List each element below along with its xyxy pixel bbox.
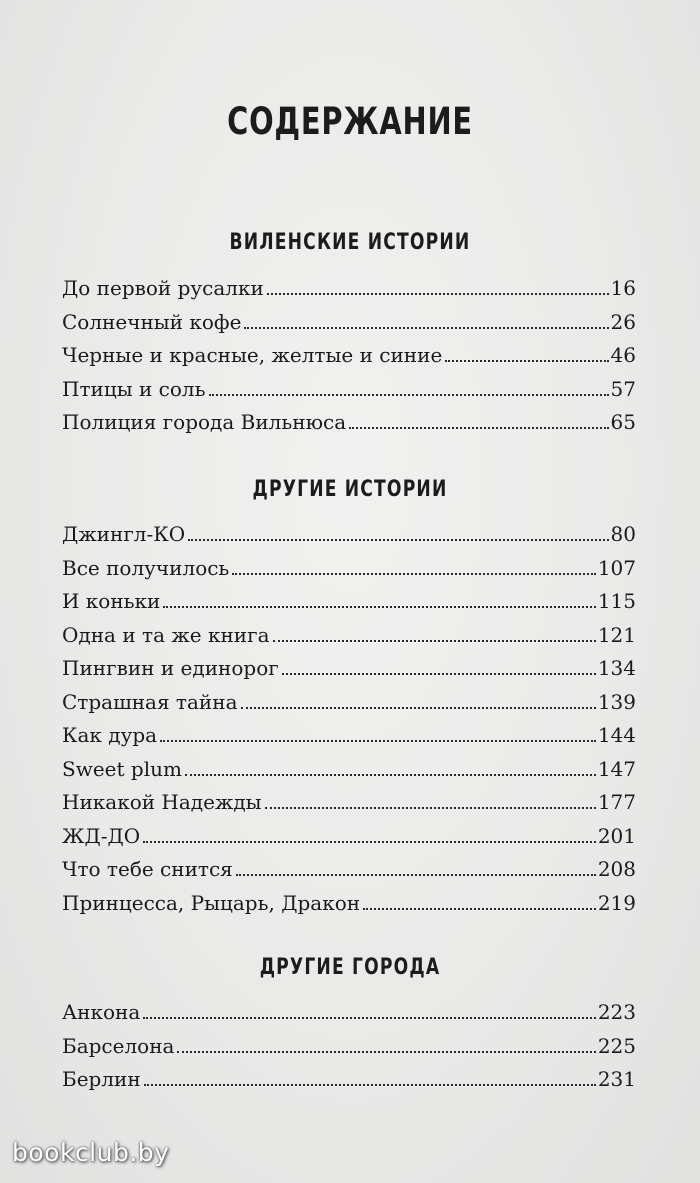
toc-entry-title: Все получилось — [62, 555, 230, 580]
toc-entry-title: Берлин — [62, 1067, 141, 1091]
toc-entry-page: 107 — [597, 555, 636, 580]
toc-entry — [62, 276, 636, 310]
toc-entry-title: И коньки — [62, 589, 161, 613]
toc-entry-title: Одна и та же книга — [62, 622, 270, 647]
toc-entry-page: 121 — [597, 622, 636, 647]
dot-leader — [143, 1017, 596, 1019]
toc-entry-title: Птицы и соль — [62, 376, 206, 401]
toc-entry-page: 208 — [597, 857, 636, 881]
toc-entry-title: Страшная тайна — [62, 689, 238, 714]
dot-leader — [144, 1084, 596, 1086]
toc-entry — [62, 556, 636, 590]
dot-leader — [273, 640, 596, 642]
toc-entry — [62, 656, 636, 690]
toc-entry-page: 65 — [610, 410, 636, 434]
toc-entry-page: 46 — [610, 343, 636, 367]
toc-entry — [62, 723, 636, 757]
section-heading-other-stories: ДРУГИЕ ИСТОРИИ — [252, 477, 448, 502]
dot-leader — [185, 774, 596, 776]
toc-entry-title: Что тебе снится — [62, 857, 233, 881]
toc-list-other-cities — [62, 1000, 636, 1101]
dot-leader — [177, 1051, 595, 1053]
toc-entry — [62, 410, 636, 444]
watermark: bookclub.by — [12, 1138, 170, 1167]
toc-entry — [62, 1000, 636, 1034]
toc-entry-page: 80 — [610, 522, 636, 546]
toc-entry — [62, 377, 636, 411]
toc-entry — [62, 343, 636, 377]
toc-entry-title: Никакой Надежды — [62, 790, 262, 814]
dot-leader — [160, 740, 596, 742]
toc-entry-page: 134 — [597, 656, 636, 680]
dot-leader — [265, 807, 596, 809]
toc-entry-title: Пингвин и единорог — [62, 656, 279, 680]
dot-leader — [267, 293, 609, 295]
toc-entry-title: Барселона — [62, 1033, 175, 1058]
toc-entry-title: Полиция города Вильнюса — [62, 410, 347, 434]
toc-entry-title: Sweet plum — [62, 756, 182, 781]
toc-entry — [62, 623, 636, 657]
toc-entry — [62, 1034, 636, 1068]
page-title: СОДЕРЖАНИЕ — [227, 100, 473, 143]
dot-leader — [445, 360, 608, 362]
toc-entry-page: 225 — [597, 1033, 636, 1058]
toc-entry — [62, 857, 636, 891]
dot-leader — [163, 606, 595, 608]
toc-entry — [62, 757, 636, 791]
toc-entry — [62, 310, 636, 344]
dot-leader — [232, 573, 595, 575]
dot-leader — [143, 841, 596, 843]
toc-entry — [62, 790, 636, 824]
toc-entry-title: До первой русалки — [62, 276, 264, 300]
toc-entry-title: Как дура — [62, 723, 158, 747]
toc-entry — [62, 589, 636, 623]
toc-entry-page: 57 — [610, 376, 636, 401]
dot-leader — [188, 539, 608, 541]
dot-leader — [236, 874, 596, 876]
dot-leader — [349, 427, 608, 429]
dot-leader — [244, 327, 608, 329]
dot-leader — [363, 908, 596, 910]
section-heading-other-cities: ДРУГИЕ ГОРОДА — [259, 955, 441, 980]
toc-list-other-stories — [62, 522, 636, 924]
toc-entry-title: Солнечный кофе — [62, 309, 242, 334]
dot-leader — [209, 394, 609, 396]
toc-entry-title: ЖД-ДО — [62, 823, 141, 848]
toc-entry — [62, 824, 636, 858]
toc-entry-page: 144 — [597, 723, 636, 747]
toc-entry-page: 231 — [597, 1067, 636, 1091]
toc-entry-page: 177 — [597, 790, 636, 814]
toc-entry — [62, 522, 636, 556]
toc-entry-page: 139 — [597, 689, 636, 714]
toc-list-vilnius-stories — [62, 276, 636, 444]
toc-entry-page: 26 — [610, 309, 636, 334]
toc-entry-title: Черные и красные, желтые и синие — [62, 343, 443, 367]
toc-entry-page: 201 — [597, 823, 636, 848]
toc-entry-page: 147 — [597, 756, 636, 781]
toc-entry-title: Принцесса, Рыцарь, Дракон — [62, 890, 361, 915]
toc-entry — [62, 690, 636, 724]
toc-entry — [62, 891, 636, 925]
toc-entry-title: Анкона — [62, 1000, 141, 1024]
toc-entry-page: 223 — [597, 1000, 636, 1024]
toc-entry-page: 115 — [597, 589, 636, 613]
toc-entry — [62, 1067, 636, 1101]
dot-leader — [282, 673, 596, 675]
section-heading-vilnius-stories: ВИЛЕНСКИЕ ИСТОРИИ — [229, 230, 471, 255]
toc-entry-page: 219 — [597, 890, 636, 915]
dot-leader — [241, 707, 596, 709]
toc-entry-page: 16 — [610, 276, 636, 300]
toc-entry-title: Джингл-КО — [62, 522, 186, 546]
